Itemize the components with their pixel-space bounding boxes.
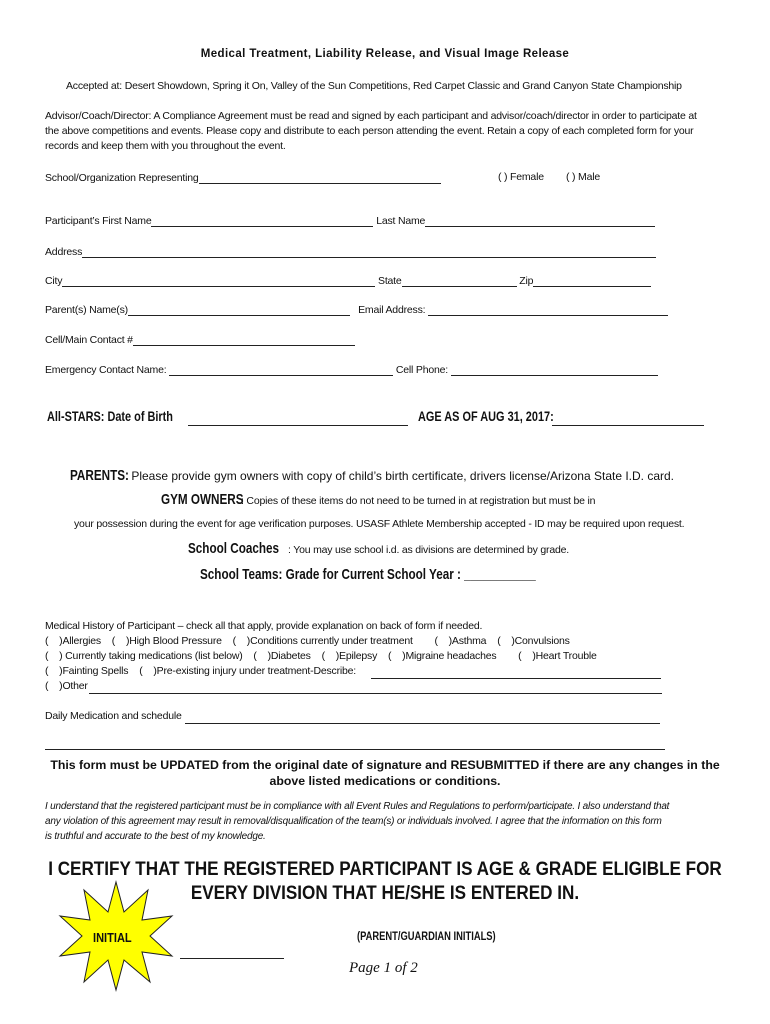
medical-row-4-text: ( )Other xyxy=(45,680,88,692)
school-coaches-note xyxy=(188,540,569,558)
initial-label: INITIAL xyxy=(93,930,132,945)
medical-heading: Medical History of Participant – check all that apply, provide explanation on back of form if needed. xyxy=(45,620,483,632)
city-field[interactable] xyxy=(62,274,375,287)
cell-phone-label: Cell Phone: xyxy=(395,364,448,376)
school-label: School/Organization Representing xyxy=(45,172,199,184)
form-title: Medical Treatment, Liability Release, and Visual Image Release xyxy=(200,48,570,60)
understand-line-3: is truthful and accurate to the best of my knowledge. xyxy=(45,831,266,842)
cell-main-row xyxy=(45,333,355,346)
gym-owners-heading: GYM OWNERS xyxy=(161,491,244,508)
other-field[interactable] xyxy=(89,681,662,694)
first-name-row xyxy=(45,214,655,227)
parents-row xyxy=(45,303,668,316)
first-name-label: Participant’s First Name xyxy=(45,215,152,227)
gym-owners-text-2: your possession during the event for age verification purposes. USASF Athlete Membership accepted - ID may be required upon request. xyxy=(74,518,685,530)
address-row xyxy=(45,245,656,258)
parents-label: Parent(s) Name(s) xyxy=(45,304,128,316)
female-checkbox[interactable]: ( ) Female xyxy=(498,171,544,183)
parents-heading: PARENTS: xyxy=(70,467,129,484)
medical-row-2[interactable]: ( ) Currently taking medications (list below) ( )Diabetes ( )Epilepsy ( )Migraine headaches ( )Heart Trouble xyxy=(45,650,597,662)
medical-history xyxy=(45,619,730,664)
allstars-label: All-STARS: Date of Birth xyxy=(47,408,173,424)
zip-field[interactable] xyxy=(533,274,651,287)
understand-paragraph xyxy=(45,799,730,844)
accepted-at-text: Accepted at: Desert Showdown, Spring it On, Valley of the Sun Competitions, Red Carpet Classic and Grand Canyon State Championship xyxy=(66,80,682,92)
emergency-field[interactable] xyxy=(169,363,393,376)
school-field[interactable] xyxy=(199,171,441,184)
school-coaches-text: : You may use school i.d. as divisions are determined by grade. xyxy=(288,544,569,556)
age-field[interactable] xyxy=(552,412,704,426)
gym-owners-note xyxy=(161,491,595,509)
intro-line-2: the above competitions and events. Please copy and distribute to each person attending the event. Retain a copy of each completed form for your xyxy=(45,125,694,137)
medical-row-3-text: ( )Fainting Spells ( )Pre-existing injury under treatment-Describe: xyxy=(45,665,356,677)
initials-field[interactable] xyxy=(180,946,284,959)
updated-line-1: This form must be UPDATED from the original date of signature and RESUBMITTED if there are any changes in the xyxy=(50,758,720,772)
gym-owners-text: : Copies of these items do not need to be turned in at registration but must be in xyxy=(241,495,596,507)
daily-med-field[interactable] xyxy=(185,711,660,724)
parents-text: Please provide gym owners with copy of child’s birth certificate, drivers license/Arizona State I.D. card. xyxy=(128,469,675,483)
guardian-initials-label: (PARENT/GUARDIAN INITIALS) xyxy=(357,929,496,943)
intro-paragraph xyxy=(45,109,730,154)
daily-med-row xyxy=(45,710,182,722)
emergency-row xyxy=(45,363,658,376)
state-label: State xyxy=(378,275,402,287)
last-name-field[interactable] xyxy=(425,214,655,227)
dob-field[interactable] xyxy=(188,412,408,426)
certify-line-1: I CERTIFY THAT THE REGISTERED PARTICIPANT IS AGE & GRADE ELIGIBLE FOR xyxy=(48,859,722,880)
parents-field[interactable] xyxy=(128,303,350,316)
understand-line-2: any violation of this agreement may result in removal/disqualification of the team(s) or individuals involved. I agree that the information on this form xyxy=(45,816,662,827)
daily-med-field-2[interactable] xyxy=(45,737,665,750)
parents-note xyxy=(70,467,674,484)
cell-main-label: Cell/Main Contact # xyxy=(45,334,133,346)
medical-row-4[interactable] xyxy=(45,680,88,692)
zip-label: Zip xyxy=(519,275,534,287)
school-coaches-heading: School Coaches xyxy=(188,540,280,557)
address-label: Address xyxy=(45,246,83,258)
daily-med-label: Daily Medication and schedule xyxy=(45,710,182,722)
allstars-row xyxy=(47,408,209,424)
cell-main-field[interactable] xyxy=(133,333,355,346)
medical-row-3[interactable] xyxy=(45,665,356,677)
intro-line-3: records and keep them with you throughout the event. xyxy=(45,140,286,152)
emergency-label: Emergency Contact Name: xyxy=(45,364,167,376)
updated-line-2: above listed medications or conditions. xyxy=(269,774,501,788)
first-name-field[interactable] xyxy=(151,214,373,227)
medical-row-1[interactable]: ( )Allergies ( )High Blood Pressure ( )Conditions currently under treatment ( )Asthma ( )Convulsions xyxy=(45,635,570,647)
updated-notice xyxy=(40,757,730,789)
school-teams-line: School Teams: Grade for Current School Year : ___________ xyxy=(200,566,536,583)
certify-line-2: EVERY DIVISION THAT HE/SHE IS ENTERED IN. xyxy=(190,883,580,904)
cell-phone-field[interactable] xyxy=(451,363,658,376)
male-checkbox[interactable]: ( ) Male xyxy=(566,171,600,183)
last-name-label: Last Name xyxy=(376,215,426,227)
understand-line-1: I understand that the registered participant must be in compliance with all Event Rules and Regulations to perform/participate. I also understand that xyxy=(45,801,670,812)
city-label: City xyxy=(45,275,63,287)
page-number: Page 1 of 2 xyxy=(349,960,418,976)
preexisting-field[interactable] xyxy=(371,666,661,679)
email-field[interactable] xyxy=(428,303,668,316)
intro-line-1: Advisor/Coach/Director: A Compliance Agreement must be read and signed by each participant and advisor/coach/director in order to participate at xyxy=(45,110,697,122)
school-row xyxy=(45,171,441,184)
address-field[interactable] xyxy=(82,245,656,258)
city-row xyxy=(45,274,651,287)
email-label: Email Address: xyxy=(358,304,426,316)
age-as-of-label: AGE AS OF AUG 31, 2017: xyxy=(418,408,554,424)
state-field[interactable] xyxy=(402,274,517,287)
